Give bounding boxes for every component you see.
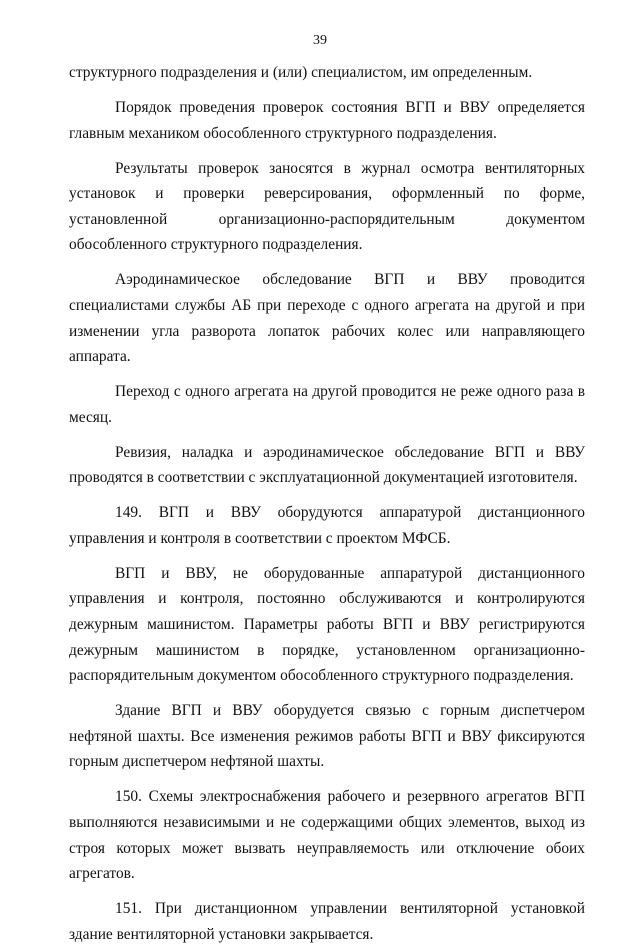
paragraph-item-150: 150. Схемы электроснабжения рабочего и резервного агрегатов ВГП выполняются независимыми и не содержащими общих элементов, выход из строя которых может вызвать неуправляемость или отключение обоих агрегатов. (69, 788, 585, 883)
paragraph-continuation: структурного подразделения и (или) специалистом, им определенным. (69, 64, 533, 81)
page-body (69, 60, 585, 947)
paragraph-item-151: 151. При дистанционном управлении вентиляторной установкой здание вентиляторной установки закрывается. (69, 900, 585, 943)
paragraph-unit-switchover: Переход с одного агрегата на другой проводится не реже одного раза в месяц. (69, 383, 585, 426)
paragraph-item-149: 149. ВГП и ВВУ оборудуются аппаратурой дистанционного управления и контроля в соответствии с проектом МФСБ. (69, 504, 585, 547)
paragraph-dispatcher-link: Здание ВГП и ВВУ оборудуется связью с горным диспетчером нефтяной шахты. Все изменения режимов работы ВГП и ВВУ фиксируются горным диспетчером нефтяной шахты. (69, 702, 585, 771)
paragraph-operator-service: ВГП и ВВУ, не оборудованные аппаратурой дистанционного управления и контроля, постоянно обслуживаются и контролируются дежурным машинистом. Параметры работы ВГП и ВВУ регистрируются дежурным машинистом в порядке, установленном организационно-распорядительным документом обособленного структурного подразделения. (69, 564, 585, 685)
paragraph-revision: Ревизия, наладка и аэродинамическое обследование ВГП и ВВУ проводятся в соответствии с эксплуатационной документацией изготовителя. (69, 443, 585, 487)
paragraph-inspection-results: Результаты проверок заносятся в журнал осмотра вентиляторных установок и проверки реверсирования, оформленный по форме, установленной организационно-распорядительным документом обособленного структурного подразделения. (69, 159, 585, 254)
page-number: 39 (313, 33, 327, 48)
paragraph-inspection-procedure: Порядок проведения проверок состояния ВГП и ВВУ определяется главным механиком обособленного структурного подразделения. (69, 98, 585, 142)
paragraph-aerodynamic-survey: Аэродинамическое обследование ВГП и ВВУ проводится специалистами службы АБ при переходе с одного агрегата на другой и при изменении угла разворота лопаток рабочих колес или направляющего аппарата. (69, 271, 585, 366)
